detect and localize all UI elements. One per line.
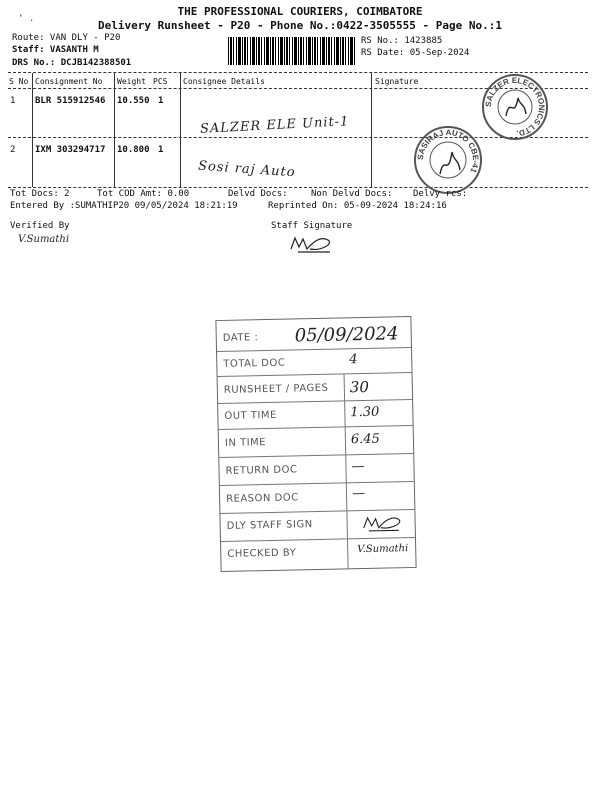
row-2-sno: 2 bbox=[10, 145, 16, 155]
corner-mark: ‘ . bbox=[18, 14, 35, 24]
stamp-dly-staff-signature bbox=[360, 511, 404, 534]
verified-by-label: Verified By bbox=[10, 221, 70, 231]
stamp-label-return-doc: RETURN DOC bbox=[225, 464, 298, 477]
tot-cod-amount: Tot COD Amt: 0.00 bbox=[97, 189, 190, 199]
stamp-divider bbox=[218, 399, 412, 404]
header-sno: S No bbox=[9, 77, 29, 86]
header-consignment: Consignment No bbox=[35, 77, 103, 86]
stamp-label-runsheet: RUNSHEET / PAGES bbox=[223, 382, 329, 396]
stamp-label-total-doc: TOTAL DOC bbox=[223, 357, 286, 370]
rs-number: RS No.: 1423885 bbox=[361, 36, 443, 46]
delvy-rcs: Delvy rcs: bbox=[413, 189, 468, 199]
stamp-label-dly-staff-sign: DLY STAFF SIGN bbox=[226, 519, 313, 532]
stamp-value-total-doc: 4 bbox=[349, 352, 358, 368]
row-2-pcs: 1 bbox=[158, 145, 164, 155]
row-1-pcs: 1 bbox=[158, 96, 164, 106]
stamp-divider bbox=[221, 537, 415, 542]
non-delvd-docs: Non Delvd Docs: bbox=[311, 189, 393, 199]
stamp-label-out-time: OUT TIME bbox=[224, 409, 277, 422]
row-1-consignee: SALZER ELE Unit-1 bbox=[199, 114, 350, 137]
route-text: Route: VAN DLY - P20 bbox=[12, 33, 121, 43]
stamp-value-in-time: 6.45 bbox=[350, 431, 381, 448]
stamp-label-reason-doc: REASON DOC bbox=[226, 492, 299, 505]
stamp-value-checked-by: V.Sumathi bbox=[357, 543, 409, 556]
staff-text: Staff: VASANTH M bbox=[12, 45, 99, 55]
verified-by-signature: V.Sumathi bbox=[18, 234, 70, 245]
header-weight: Weight bbox=[117, 77, 146, 86]
stamp-label-date: DATE : bbox=[222, 332, 259, 344]
stamp-value-out-time: 1.30 bbox=[350, 404, 380, 421]
salzer-seal-stamp bbox=[482, 74, 548, 140]
header-consignee: Consignee Details bbox=[183, 77, 265, 86]
row-1-sno: 1 bbox=[10, 96, 16, 106]
row-2-consignment: IXM 303294717 bbox=[35, 145, 106, 155]
col-divider bbox=[371, 73, 372, 187]
col-divider bbox=[32, 73, 33, 187]
stamp-divider bbox=[217, 347, 411, 352]
drs-number: DRS No.: DCJB142388501 bbox=[12, 58, 132, 68]
table-top-rule bbox=[8, 72, 588, 73]
stamp-label-in-time: IN TIME bbox=[224, 437, 267, 449]
reprinted-on: Reprinted On: 05-09-2024 18:24:16 bbox=[268, 201, 447, 211]
header-signature: Signature bbox=[375, 77, 419, 86]
barcode bbox=[228, 37, 355, 65]
stamp-divider bbox=[219, 453, 413, 458]
stamp-divider bbox=[218, 372, 412, 377]
stamp-label-checked-by: CHECKED BY bbox=[227, 547, 297, 560]
staff-signature-scribble bbox=[288, 232, 338, 254]
row-1-consignment: BLR 515912546 bbox=[35, 96, 106, 106]
register-stamp-box bbox=[215, 316, 416, 572]
row-1-weight: 10.550 bbox=[117, 96, 150, 106]
stamp-value-reason-doc: — bbox=[351, 485, 366, 502]
col-divider bbox=[114, 73, 115, 187]
row-2-weight: 10.800 bbox=[117, 145, 150, 155]
sasiraj-seal-stamp bbox=[414, 126, 482, 194]
col-divider bbox=[180, 73, 181, 187]
stamp-divider bbox=[219, 425, 413, 430]
runsheet-title: Delivery Runsheet - P20 - Phone No.:0422-3505555 - Page No.:1 bbox=[98, 19, 502, 32]
stamp-value-return-doc: — bbox=[351, 458, 365, 475]
staff-signature-label: Staff Signature bbox=[271, 221, 353, 231]
svg-text:SASIRAJ AUTO CBE-41: SASIRAJ AUTO CBE-41 bbox=[416, 128, 480, 175]
stamp-value-runsheet: 30 bbox=[349, 377, 370, 397]
delvd-docs: Delvd Docs: bbox=[228, 189, 288, 199]
company-title: THE PROFESSIONAL COURIERS, COIMBATORE bbox=[177, 5, 423, 18]
stamp-value-date: 05/09/2024 bbox=[294, 323, 399, 347]
row-2-consignee: Sosi raj Auto bbox=[197, 158, 297, 181]
svg-text:SALZER ELECTRONICS LTD.: SALZER ELECTRONICS LTD. bbox=[484, 76, 546, 138]
rs-date: RS Date: 05-Sep-2024 bbox=[361, 48, 470, 58]
entered-by: Entered By :SUMATHIP20 09/05/2024 18:21:19 bbox=[10, 201, 238, 211]
header-pcs: PCS bbox=[153, 77, 168, 86]
table-bottom-rule bbox=[8, 187, 588, 188]
tot-docs: Tot Docs: 2 bbox=[10, 189, 70, 199]
stamp-divider bbox=[220, 481, 414, 486]
